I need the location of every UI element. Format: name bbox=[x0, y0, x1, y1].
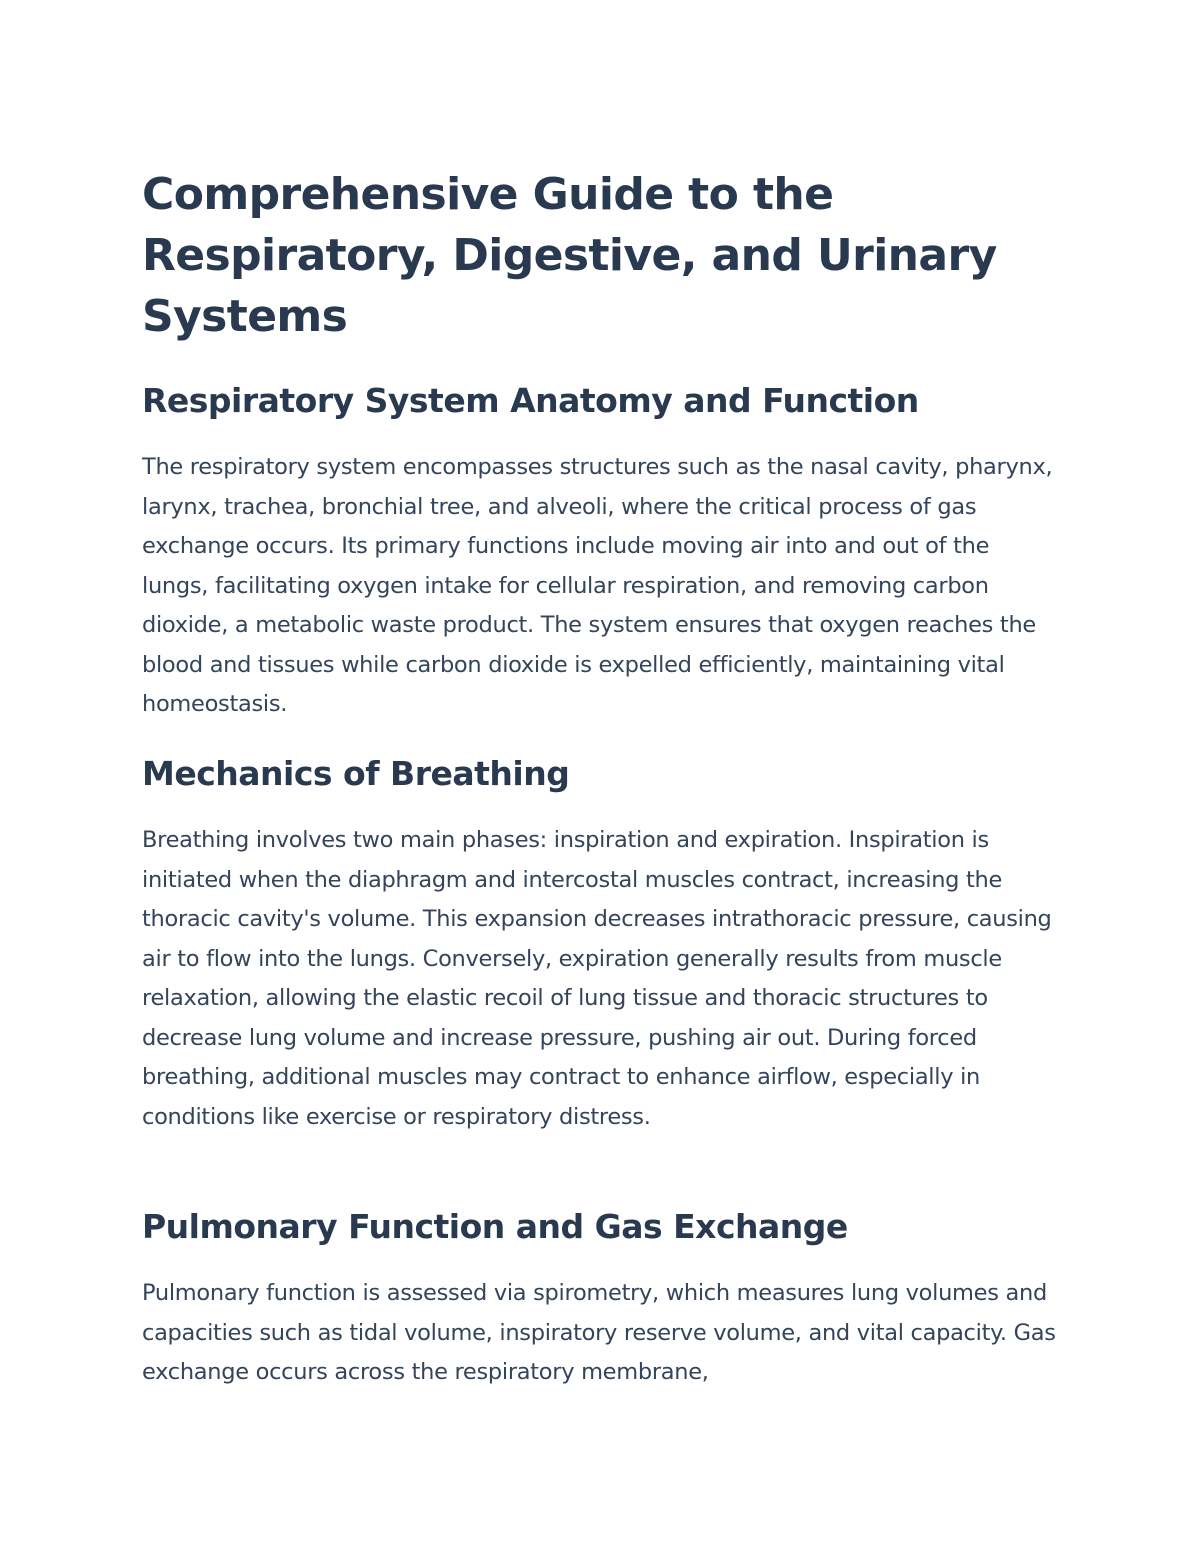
section-heading-respiratory-anatomy: Respiratory System Anatomy and Function bbox=[142, 381, 919, 420]
section-heading-mechanics-of-breathing: Mechanics of Breathing bbox=[142, 754, 570, 793]
page-title: Comprehensive Guide to the Respiratory, Digestive, and Urinary Systems bbox=[142, 169, 997, 342]
section-body-respiratory-anatomy: The respiratory system encompasses structures such as the nasal cavity, pharynx, larynx, trachea, bronchial tree, and alveoli, where the critical process of gas exchange occurs. Its primary functions include moving air into and out of the lungs, facilitating oxygen intake for cellular respiration, and removing carbon dioxide, a metabolic waste product. The system ensures that oxygen reaches the blood and tissues while carbon dioxide is expelled efficiently, maintaining vital homeostasis. bbox=[142, 454, 1053, 717]
section-heading-pulmonary-function: Pulmonary Function and Gas Exchange bbox=[142, 1207, 848, 1246]
section-body-pulmonary-function: Pulmonary function is assessed via spirometry, which measures lung volumes and capacities such as tidal volume, inspiratory reserve volume, and vital capacity. Gas exchange occurs across the respiratory membrane, bbox=[142, 1280, 1056, 1385]
section-body-mechanics-of-breathing: Breathing involves two main phases: inspiration and expiration. Inspiration is initiated when the diaphragm and intercostal muscles contract, increasing the thoracic cavity's volume. This expansion decreases intrathoracic pressure, causing air to flow into the lungs. Conversely, expiration generally results from muscle relaxation, allowing the elastic recoil of lung tissue and thoracic structures to decrease lung volume and increase pressure, pushing air out. During forced breathing, additional muscles may contract to enhance airflow, especially in conditions like exercise or respiratory distress. bbox=[142, 827, 1052, 1130]
